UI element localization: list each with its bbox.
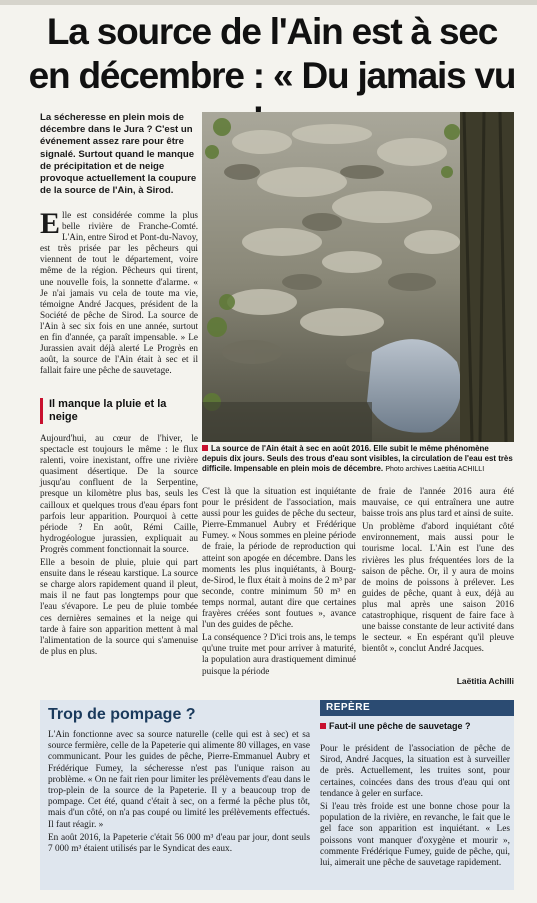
repere-column [320,744,510,871]
paragraph-text: lle est considérée comme la plus belle rivière de Franche-Comté. L'Ain, entre Sirod et Pont-du-Navoy, est très prisée par les pêcheurs qui viennent de tout le département, voire même de la région. Pêcheurs qui tirent, une nouvelle fois, la sonnette d'alarme. « Je n'ai jamais vu cela de toute ma vie, témoigne André Jacques, président de la Société de pêche de Sirod. La source de l'Ain à sec six fois en une année, surtout en fin d'année, ça paraît impensable. » Le Jurassien avait déjà alerté Le Progrès en août, la source de l'Ain était à sec et il fallait faire une pêche de sauvetage. [40,210,198,376]
section-subhead: Il manque la pluie et la neige [40,398,198,424]
article-paragraph: Aujourd'hui, au cœur de l'hiver, le spectacle est toujours le même : le flux ralenti, voire inexistant, offre une rivière quasiment désertique. De la source jusqu'au confluent de la Serpentine, presque un kilomètre plus bas, seuls les cailloux et quelques trous d'eau épars font parfois leur apparition. Pourquoi à cette période ? En août, Rémi Caille, hydrogéologue jurassien, expliquait au Progrès comment fonctionnait la source. [40,433,198,554]
repere-title-text: Faut-il une pêche de sauvetage ? [329,721,471,731]
repere-paragraph: Si l'eau très froide est une bonne chose pour la population de la rivière, en revanche, le fait que le gel face son apparition est inquiétant. « Les poissons vont manquer d'oxygène et mourir », commente Frédérique Fumey, guide de pêche, qui, lui, aimerait une pêche de sauvetage rapidement. [320,802,510,869]
author-signature: Laëtitia Achilli [456,676,514,686]
page-top-strip [0,0,537,5]
headline: La source de l'Ain est à sec en décembre : « Du jamais vu [28,11,516,96]
repere-paragraph: Pour le président de l'association de pêche de Sirod, André Jacques, la situation est à surveiller de près. Actuellement, les truites sont, pour certaines, coincées dans des trous d'eau qui ont tendance à geler en surface. [320,744,510,799]
repere-title [320,721,514,732]
river-photo-image [202,112,514,442]
repere-label: REPÈRE [326,702,371,713]
article-paragraph: de fraie de l'année 2016 aura été mauvaise, ce qui entraînera une autre baisse trois ans plus tard et ainsi de suite. [362,486,514,519]
article-paragraph [40,207,198,376]
article-column-2 [202,486,356,679]
article-paragraph: Elle a besoin de pluie, pluie qui part ensuite dans le réseau karstique. La source se charge alors rapidement quand il pleut, mais il ne faut pas longtemps pour que l'eau s'évapore. Le peu de pluie tombée ces dernières semaines et la neige qui tarde à faire son apparition mettent à mal l'alimentation de la source qui s'amenuise de plus en plus. [40,557,198,656]
box-column [48,730,310,857]
article-column-1-continued [40,433,198,659]
photo-credit: Photo archives Laëtitia ACHILLI [385,466,485,473]
repere-marker [320,723,326,729]
river-photo [202,112,514,442]
article-column-3 [362,486,514,656]
article-paragraph: Un problème d'abord inquiétant côté environnement, mais aussi pour le tourisme local. L'Ain est l'une des rivières les plus fréquentées lors de la saison de pêche. Or, il y aura de moins de moins de poissons à prélever. Les guides de pêche, quant à eux, déjà au plus mal après une saison 2016 catastrophique, risquent de faire face à une baisse constante de leur activité dans le secteur. « En espérant qu'il pleuve bientôt », conclut André Jacques. [362,521,514,654]
article-paragraph: C'est là que la situation est inquiétante pour le président de l'association, mais aussi pour les guides de pêche du secteur, Pierre-Emmanuel Aubry et Frédérique Fumey. « Nous sommes en pleine période de fraie, la période de reproduction qui atteint son apogée en décembre. Dans les moments les plus inquiétants, à Bourg-de-Sirod, le flux était à moins de 2 m³ par seconde, contre minimum 50 m³ en temps normal, autant dire que certaines frayères créées sont foutues », avance l'un des guides de pêche. [202,486,356,630]
caption-marker [202,445,208,451]
caption-text: La source de l'Ain était à sec en août 2016. Elle subit le même phénomène depuis dix jours. Seuls des trous d'eau sont visibles, la circulation de l'eau est très difficile. Impensable en plein mois de décembre. [202,444,513,473]
photo-caption [202,444,514,475]
drop-cap: E [40,207,61,240]
box-paragraph: L'Ain fonctionne avec sa source naturelle (celle qui est à sec) et sa source fermière, celle de la Papeterie qui alimente 80 villages, en vase communicant. Pour les guides de pêche, Pierre-Emmanuel Aubry et Frédérique Fumey, la sécheresse n'est pas l'unique raison au problème. « On ne fait rien pour limiter les prélèvements d'eau dans le trop-plein de la source de la Papeterie. Il y a beaucoup trop de pompage. Cet été, quand c'était à sec, on a fermé la pêche plus tôt, mais d'un côté, on n'a pas coupé ou limité les prélèvements effectués. Il faut réagir. » [48,730,310,830]
article-column-1 [40,207,198,378]
box-title: Trop de pompage ? [48,706,196,723]
article-lead: La sécheresse en plein mois de décembre dans le Jura ? C'est un événement assez rare pour être signalé. Surtout quand le manque de précipitation et de neige provoque actuellement la coupure de la source de l'Ain, à Sirod. [40,112,197,197]
box-paragraph: En août 2016, la Papeterie c'était 56 000 m³ d'eau par jour, dont seuls 7 000 m³ étaient utilisés par le Syndicat des eaux. [48,832,310,855]
article-paragraph: La conséquence ? D'ici trois ans, le temps qu'une truite met pour arriver à maturité, la population aura drastiquement diminué puisque la période [202,632,356,676]
